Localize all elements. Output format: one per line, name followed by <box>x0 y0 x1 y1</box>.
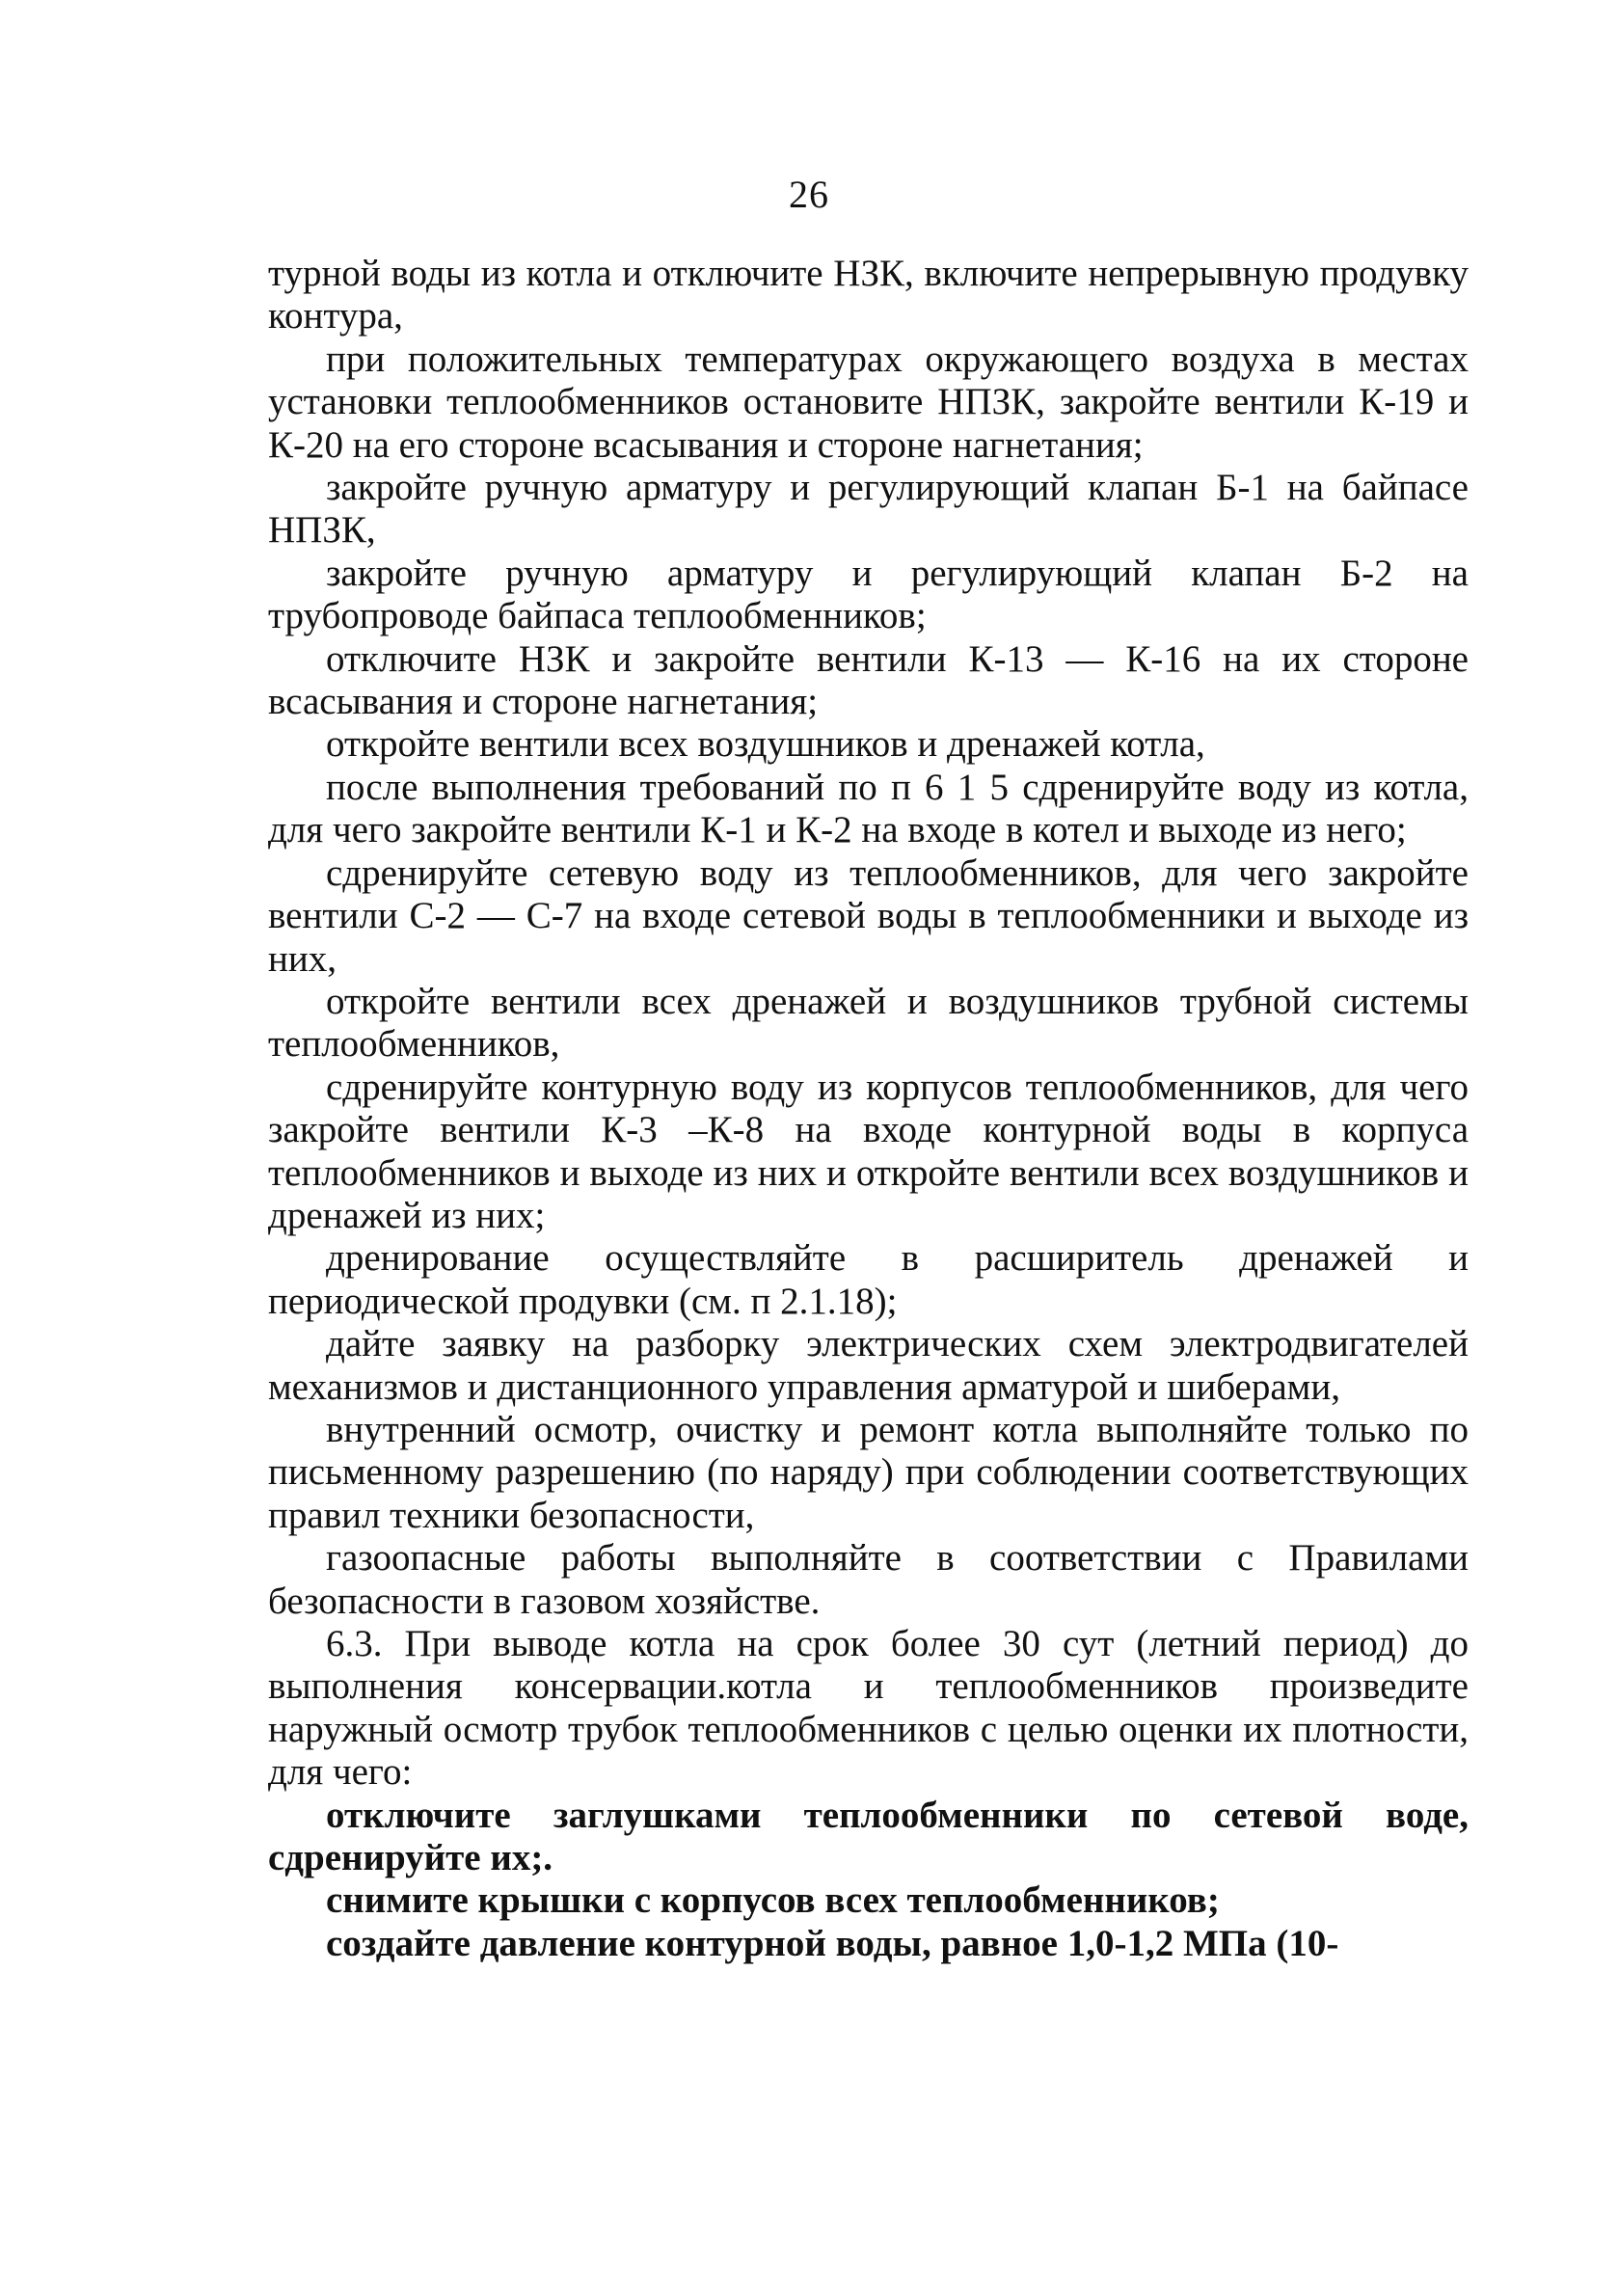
paragraph-13: внутренний осмотр, очистку и ремонт котла выполняйте только по письменному разрешению (по наряду) при соблюдении соответствующих правил техники безопасности, <box>268 1408 1469 1536</box>
paragraph-6: откройте вентили всех воздушников и дренажей котла, <box>326 723 1205 766</box>
paragraph-9: откройте вентили всех дренажей и воздушников трубной системы теплообменников, <box>268 980 1469 1066</box>
paragraph-14: газоопасные работы выполняйте в соответствии с Правилами безопасности в газовом хозяйстве. <box>268 1537 1469 1622</box>
paragraph-17: снимите крышки с корпусов всех теплообменников; <box>326 1879 1220 1922</box>
paragraph-5: отключите НЗК и закройте вентили К-13 — К-16 на их стороне всасывания и стороне нагнетания; <box>268 637 1469 723</box>
page-number: 26 <box>789 173 829 216</box>
paragraph-4: закройте ручную арматуру и регулирующий клапан Б-2 на трубопроводе байпаса теплообменников; <box>268 552 1469 637</box>
paragraph-7: после выполнения требований по п 6 1 5 сдренируйте воду из котла, для чего закройте вентили К-1 и К-2 на входе в котел и выходе из него; <box>268 766 1469 851</box>
paragraph-12: дайте заявку на разборку электрических схем электродвигателей механизмов и дистанционного управления арматурой и шиберами, <box>268 1323 1469 1408</box>
paragraph-1: турной воды из котла и отключите НЗК, включите непрерывную продувку контура, <box>268 253 1469 338</box>
paragraph-16: отключите заглушками теплообменники по сетевой воде, сдренируйте их;. <box>268 1794 1469 1879</box>
paragraph-18: создайте давление контурной воды, равное 1,0-1,2 МПа (10- <box>326 1922 1339 1964</box>
paragraph-15: 6.3. При выводе котла на срок более 30 сут (летний период) до выполнения консервации.котла и теплообменников произведите наружный осмотр трубок теплообменников с целью оценки их плотности, для чего: <box>268 1623 1469 1794</box>
body-text <box>268 253 1469 1965</box>
paragraph-2: при положительных температурах окружающего воздуха в местах установки теплообменников остановите НПЗК, закройте вентили К-19 и К-20 на его стороне всасывания и стороне нагнетания; <box>268 338 1469 466</box>
paragraph-8: сдренируйте сетевую воду из теплообменников, для чего закройте вентили С-2 — С-7 на входе сетевой воды в теплообменники и выходе из них, <box>268 851 1469 980</box>
paragraph-3: закройте ручную арматуру и регулирующий клапан Б-1 на байпасе НПЗК, <box>268 467 1469 552</box>
paragraph-11: дренирование осуществляйте в расширитель дренажей и периодической продувки (см. п 2.1.18); <box>268 1237 1469 1322</box>
paragraph-10: сдренируйте контурную воду из корпусов теплообменников, для чего закройте вентили К-3 –К-8 на входе контурной воды в корпуса теплообменников и выходе из них и откройте вентили всех воздушников и дренажей из них; <box>268 1066 1469 1236</box>
